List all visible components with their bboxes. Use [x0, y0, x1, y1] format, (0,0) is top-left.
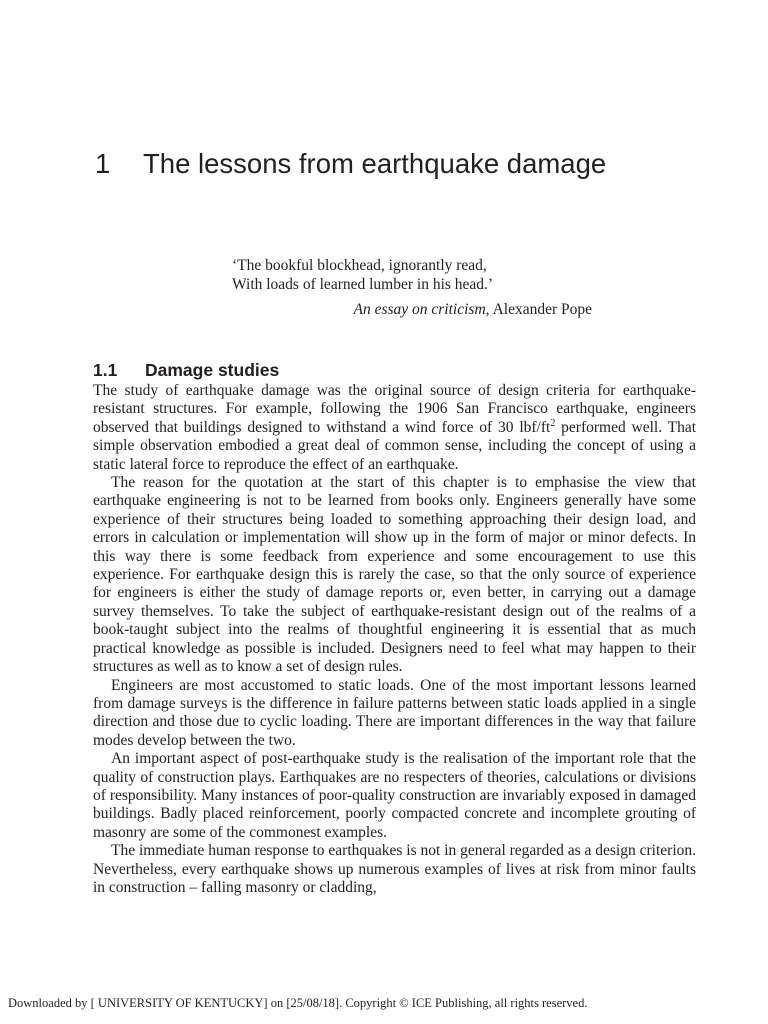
chapter-title: The lessons from earthquake damage — [143, 148, 607, 179]
paragraph-1-start: The study of earthquake damage was the original source of design criteria for earthquake-resistant structures. For example, following the 1906 San Francisco earthquake, engineers observed that buildings designed to withstand a wind force of — [93, 382, 696, 436]
epigraph — [232, 257, 612, 320]
paragraph-3: Engineers are most accustomed to static loads. One of the most important lessons learned from damage surveys is the difference in failure patterns between static loads applied in a single direction and those due to cyclic loading. There are important differences in the way that failure modes develop between the two. — [93, 676, 696, 749]
paragraph-2: The reason for the quotation at the start of this chapter is to emphasise the view that earthquake engineering is not to be learned from books only. Engineers generally have some experience of their structures being loaded to something approaching their design load, and errors in calculation or implementation will show up in the form of major or minor defects. In this way there is some feedback from experience and some encouragement to use this experience. For earthquake design this is rarely the case, so that the only source of experience for engineers is either the study of damage reports or, even better, in carrying out a damage survey themselves. To take the subject of earthquake-resistant design out of the realms of a book-taught subject into the realms of thoughtful engineering it is essential that as much practical knowledge as possible is included. Designers need to feel what may happen to their structures as well as to know a set of design rules. — [93, 474, 696, 676]
epigraph-line-2: With loads of learned lumber in his head.’ — [232, 275, 494, 293]
section-heading — [93, 360, 279, 381]
paragraph-4: An important aspect of post-earthquake study is the realisation of the important role that the quality of construction plays. Earthquakes are no respecters of theories, calculations or divisions of responsibility. Many instances of poor-quality construction are invariably exposed in damaged buildings. Badly placed reinforcement, poorly compacted concrete and incomplete grouting of masonry are some of the commonest examples. — [93, 750, 696, 841]
download-footer: Downloaded by [ UNIVERSITY OF KENTUCKY] on [25/08/18]. Copyright © ICE Publishing, all rights reserved. — [8, 996, 588, 1010]
section-title: Damage studies — [145, 360, 280, 380]
paragraph-1-end: performed well. That simple observation embodied a great deal of common sense, including the concept of using a static lateral force to reproduce the effect of an earthquake. — [93, 418, 697, 473]
epigraph-author: Alexander Pope — [492, 301, 592, 318]
body-text — [93, 382, 696, 897]
unit-superscript: 2 — [550, 417, 556, 429]
wind-force-value: 30 lbf/ft — [498, 418, 551, 436]
epigraph-work-title: An essay on criticism — [353, 301, 486, 318]
epigraph-line-1: ‘The bookful blockhead, ignorantly read, — [232, 257, 487, 274]
epigraph-separator: , — [485, 301, 493, 318]
wind-force-unit — [498, 419, 555, 436]
paragraph-1 — [93, 382, 696, 474]
section-number: 1.1 — [93, 360, 118, 380]
epigraph-attribution — [232, 301, 612, 320]
paragraph-5: The immediate human response to earthquakes is not in general regarded as a design criterion. Nevertheless, every earthquake shows up numerous examples of lives at risk from minor faults in construction – falling masonry or cladding, — [93, 842, 696, 896]
chapter-number: 1 — [95, 148, 111, 179]
